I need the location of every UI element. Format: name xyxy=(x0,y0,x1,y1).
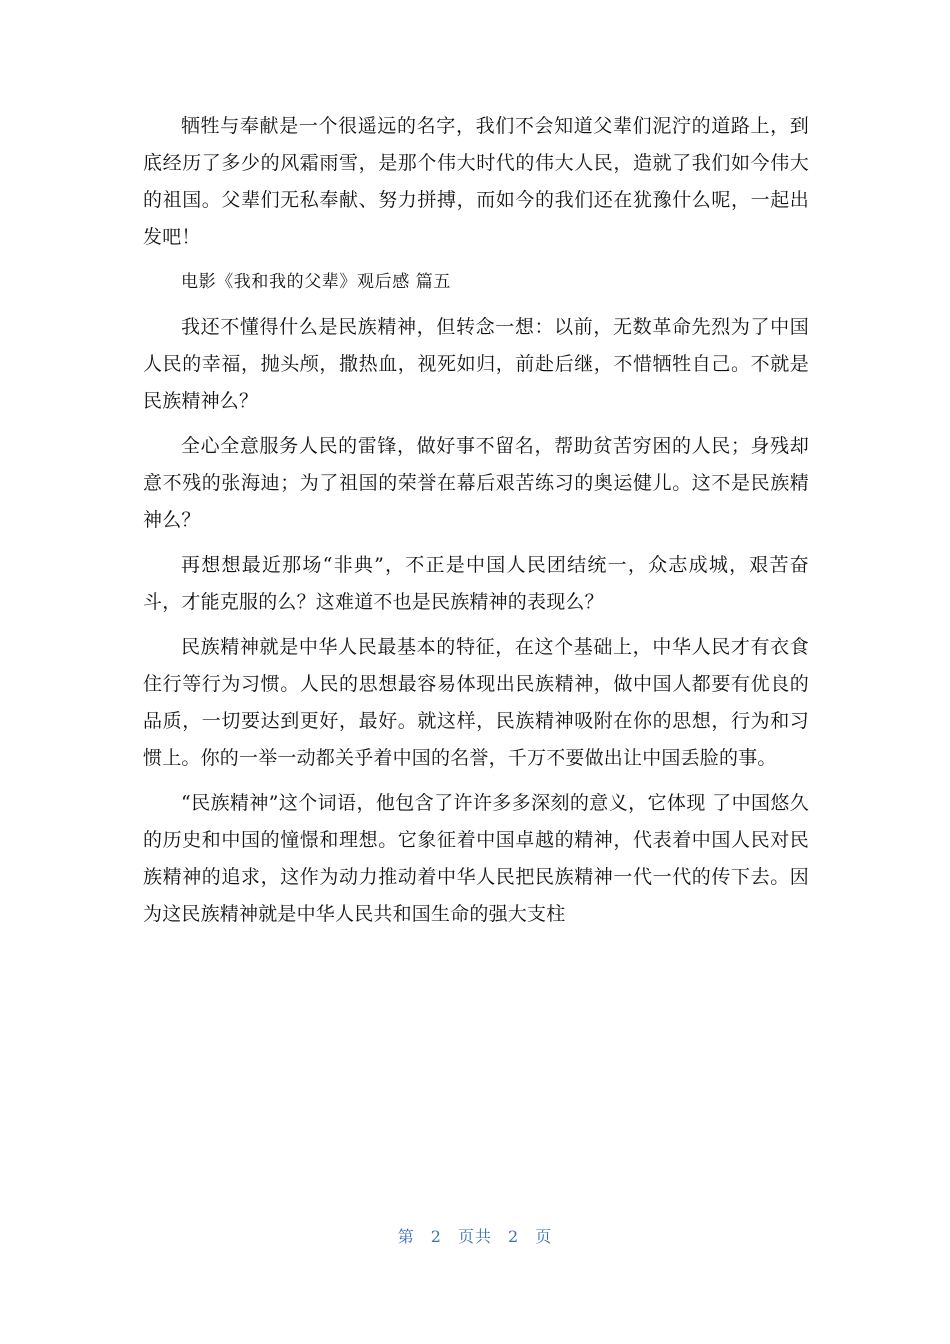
paragraph-national-spirit: 我还不懂得什么是民族精神，但转念一想：以前，无数革命先烈为了中国人民的幸福，抛头颅，撒热血，视死如归，前赴后继，不惜牺牲自己。不就是民族精神么？ xyxy=(143,316,809,412)
paragraph-examples: 全心全意服务人民的雷锋，做好事不留名，帮助贫苦穷困的人民；身残却意不残的张海迪；为了祖国的荣誉在幕后艰苦练习的奥运健儿。这不是民族精神么？ xyxy=(143,435,809,531)
section-heading: 电影《我和我的父辈》观后感 篇五 xyxy=(181,272,452,292)
page-label-suffix: 页 xyxy=(535,1227,553,1246)
paragraph-sars: 再想想最近那场“非典”，不正是中国人民团结统一，众志成城，艰苦奋斗，才能克服的么？这难道不也是民族精神的表现么？ xyxy=(143,554,809,613)
paragraph-meaning: “民族精神”这个词语，他包含了许许多多深刻的意义，它体现 了中国悠久的历史和中国的憧憬和理想。它象征着中国卓越的精神，代表着中国人民对民族精神的追求，这作为动力推动着中华人民把民族精神一代一代的传下去。因为这民族精神就是中华人民共和国生命的强大支柱 xyxy=(143,792,809,925)
page-label-prefix: 第 xyxy=(397,1227,415,1246)
current-page-number: 2 xyxy=(430,1227,442,1246)
paragraph-characteristics: 民族精神就是中华人民最基本的特征，在这个基础上，中华人民才有衣食住行等行为习惯。人民的思想最容易体现出民族精神，做中国人都要有优良的品质，一切要达到更好，最好。就这样，民族精神吸附在你的思想，行为和习惯上。你的一举一动都关乎着中国的名誉，千万不要做出让中国丢脸的事。 xyxy=(143,636,809,769)
total-pages-number: 2 xyxy=(508,1227,520,1246)
page-label-mid: 页共 xyxy=(457,1227,492,1246)
page-footer xyxy=(0,1224,950,1247)
paragraph-sacrifice: 牺牲与奉献是一个很遥远的名字，我们不会知道父辈们泥泞的道路上，到底经历了多少的风霜雨雪，是那个伟大时代的伟大人民，造就了我们如今伟大的祖国。父辈们无私奉献、努力拼搏，而如今的我们还在犹豫什么呢，一起出发吧！ xyxy=(143,115,809,248)
document-body xyxy=(143,108,809,941)
